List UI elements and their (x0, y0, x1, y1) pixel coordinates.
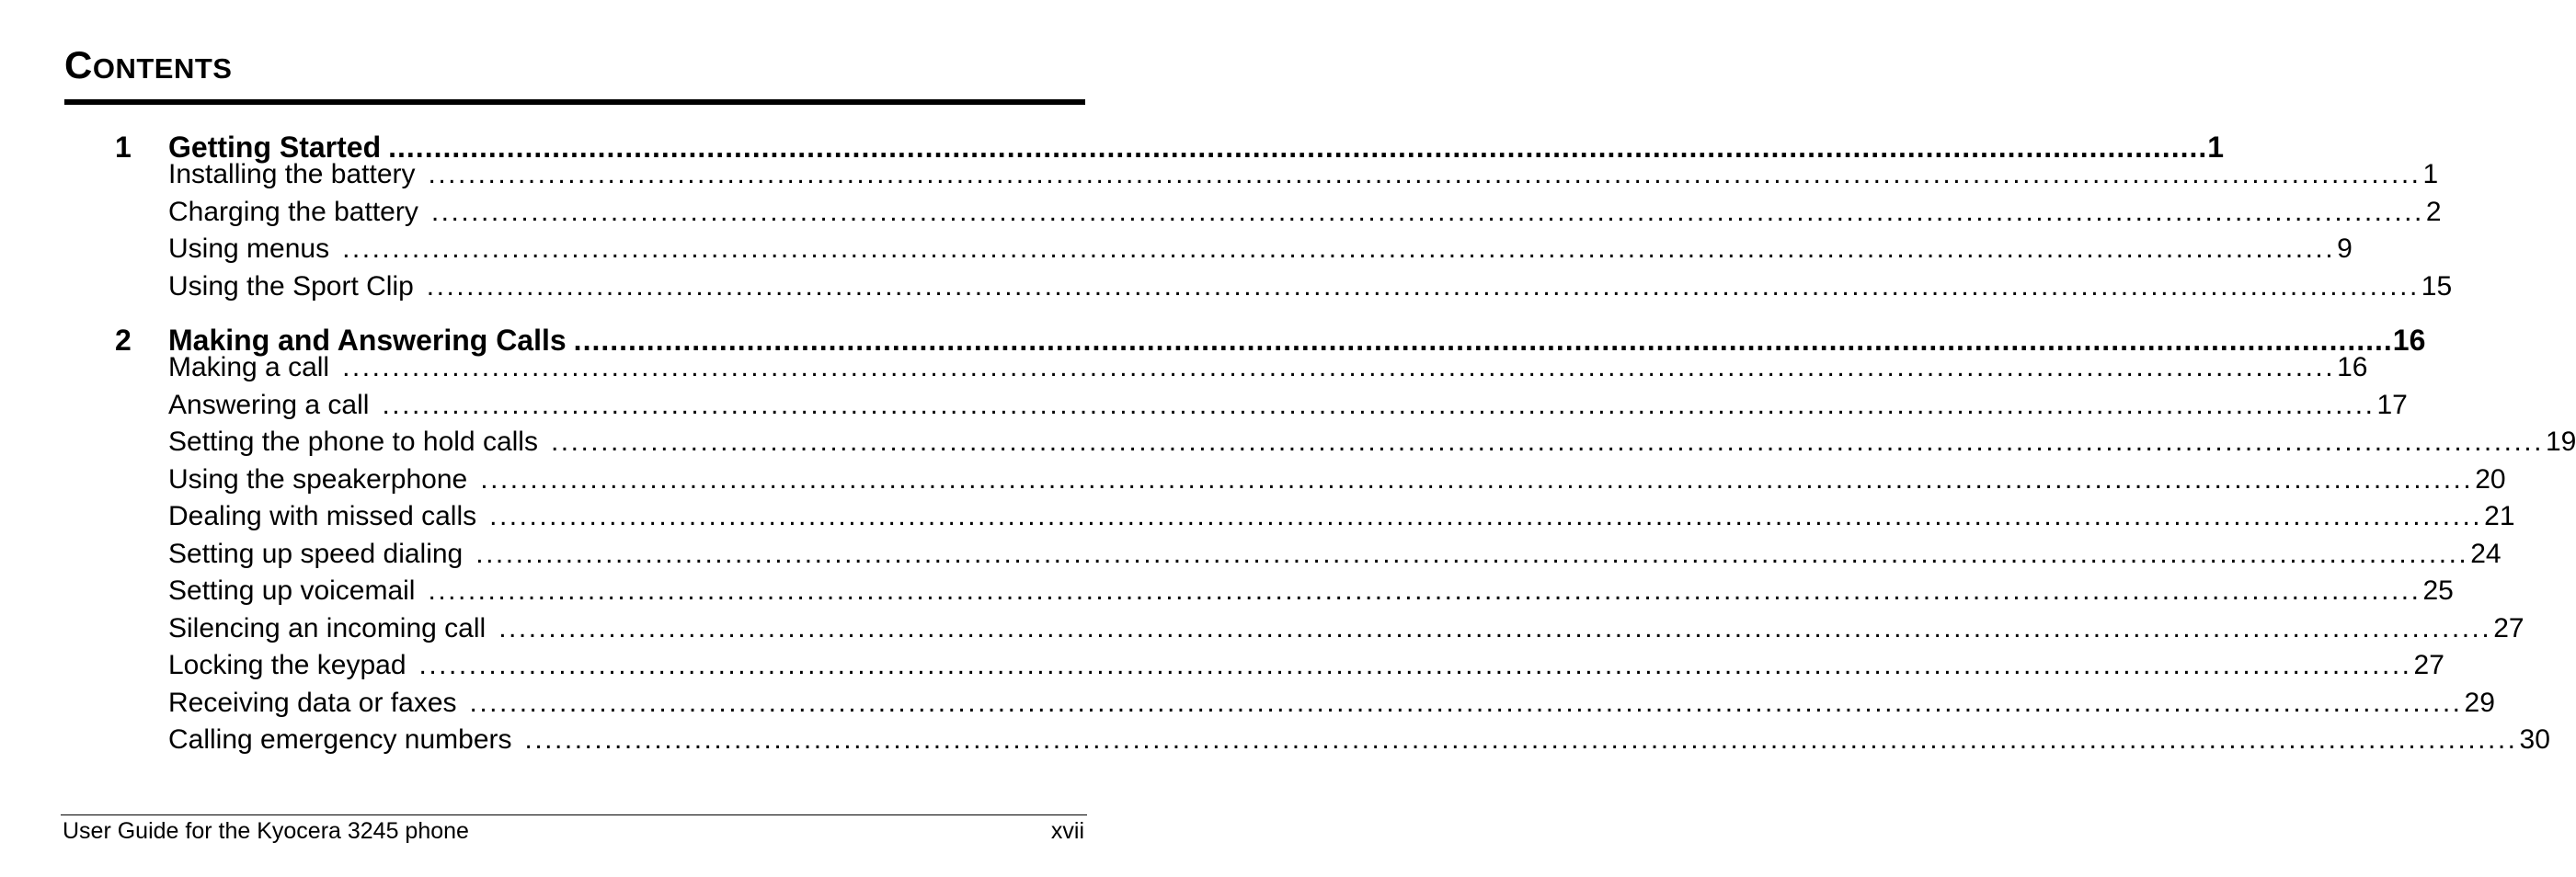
toc-entry-label: Making a call (168, 352, 330, 382)
toc-entry-label: Dealing with missed calls (168, 501, 477, 531)
toc-entry-page: 27 (2413, 650, 2444, 680)
toc-entry-label: Installing the battery (168, 159, 416, 189)
toc-entry[interactable] (115, 461, 2506, 499)
chapter-1 (115, 131, 2453, 305)
chapter-page: 16 (2392, 324, 2426, 357)
toc-entry[interactable] (115, 685, 2495, 723)
dot-leader: ........................................................................................................................................................................................................ (342, 233, 2336, 264)
page-title-first-letter: C (64, 43, 93, 86)
toc-entry[interactable] (115, 156, 2439, 194)
footer-rule (61, 814, 1087, 815)
section-list (115, 349, 2576, 759)
toc-entry-page: 19 (2545, 427, 2576, 457)
chapter-2 (115, 324, 2576, 759)
toc-entry-page: 20 (2475, 463, 2506, 495)
toc-entry[interactable] (115, 268, 2453, 306)
dot-leader: ........................................................................................................................................................................................................ (430, 196, 2424, 227)
toc-entry-page: 1 (2422, 159, 2439, 189)
toc-entry[interactable] (115, 349, 2368, 387)
toc-entry[interactable] (115, 387, 2408, 425)
toc-entry[interactable] (115, 498, 2515, 536)
toc-entry[interactable] (115, 610, 2524, 648)
toc-entry[interactable] (115, 722, 2550, 759)
chapter-number: 1 (115, 131, 132, 164)
dot-leader: ........................................................................................................................................................................................................ (428, 575, 2421, 606)
dot-leader: ........................................................................................................................................................................................................ (388, 131, 2208, 164)
chapter-title: Getting Started (168, 131, 382, 164)
section-list (115, 156, 2453, 305)
page-title-rest: ONTENTS (92, 52, 233, 85)
toc-entry-label: Using menus (168, 233, 330, 264)
chapter-number: 2 (115, 324, 132, 357)
toc-entry-label: Calling emergency numbers (168, 724, 512, 755)
toc-entry[interactable] (115, 573, 2454, 610)
dot-leader: ........................................................................................................................................................................................................ (573, 324, 2393, 357)
toc-entry-page: 30 (2519, 724, 2550, 755)
chapter-title: Making and Answering Calls (168, 324, 567, 357)
dot-leader: ........................................................................................................................................................................................................ (342, 352, 2336, 382)
toc-entry-page: 29 (2464, 687, 2495, 718)
page-title (64, 42, 232, 92)
chapter-page: 1 (2207, 131, 2225, 164)
toc-entry-label: Setting the phone to hold calls (168, 427, 538, 457)
toc-entry-page: 27 (2493, 612, 2524, 644)
dot-leader: ........................................................................................................................................................................................................ (382, 389, 2376, 420)
toc-entry-label: Receiving data or faxes (168, 687, 457, 718)
toc-entry-page: 15 (2421, 270, 2453, 302)
toc-entry-page: 25 (2422, 575, 2454, 606)
toc-entry-label: Charging the battery (168, 196, 418, 227)
footer-document-title: User Guide for the Kyocera 3245 phone (63, 818, 469, 844)
dot-leader: ........................................................................................................................................................................................................ (428, 159, 2421, 189)
toc-entry-page: 21 (2484, 501, 2515, 531)
toc-entry-label: Setting up speed dialing (168, 538, 464, 569)
toc-entry-label: Silencing an incoming call (168, 612, 487, 644)
dot-leader: ........................................................................................................................................................................................................ (550, 427, 2544, 457)
dot-leader: ........................................................................................................................................................................................................ (480, 463, 2474, 495)
footer-page-number: xvii (1050, 818, 1084, 844)
toc-entry-page: 2 (2425, 196, 2442, 227)
toc-entry-page: 16 (2337, 352, 2368, 382)
dot-leader: ........................................................................................................................................................................................................ (426, 270, 2420, 302)
toc-entry-label: Using the Sport Clip (168, 270, 414, 302)
toc-entry[interactable] (115, 194, 2442, 232)
toc-entry-label: Setting up voicemail (168, 575, 416, 606)
toc-entry-label: Using the speakerphone (168, 463, 468, 495)
dot-leader: ........................................................................................................................................................................................................ (489, 501, 2483, 531)
toc-entry-label: Locking the keypad (168, 650, 406, 680)
dot-leader: ........................................................................................................................................................................................................ (524, 724, 2518, 755)
dot-leader: ........................................................................................................................................................................................................ (475, 538, 2469, 569)
dot-leader: ........................................................................................................................................................................................................ (498, 612, 2492, 644)
toc-entry-label: Answering a call (168, 389, 370, 420)
toc-entry-page: 24 (2470, 538, 2502, 569)
toc-entry[interactable] (115, 424, 2576, 461)
toc-entry[interactable] (115, 231, 2353, 268)
toc-entry-page: 9 (2337, 233, 2353, 264)
dot-leader: ........................................................................................................................................................................................................ (418, 650, 2412, 680)
title-rule (64, 99, 1085, 105)
toc-entry[interactable] (115, 536, 2502, 574)
dot-leader: ........................................................................................................................................................................................................ (469, 687, 2463, 718)
toc-entry[interactable] (115, 647, 2444, 685)
toc-entry-page: 17 (2376, 389, 2408, 420)
